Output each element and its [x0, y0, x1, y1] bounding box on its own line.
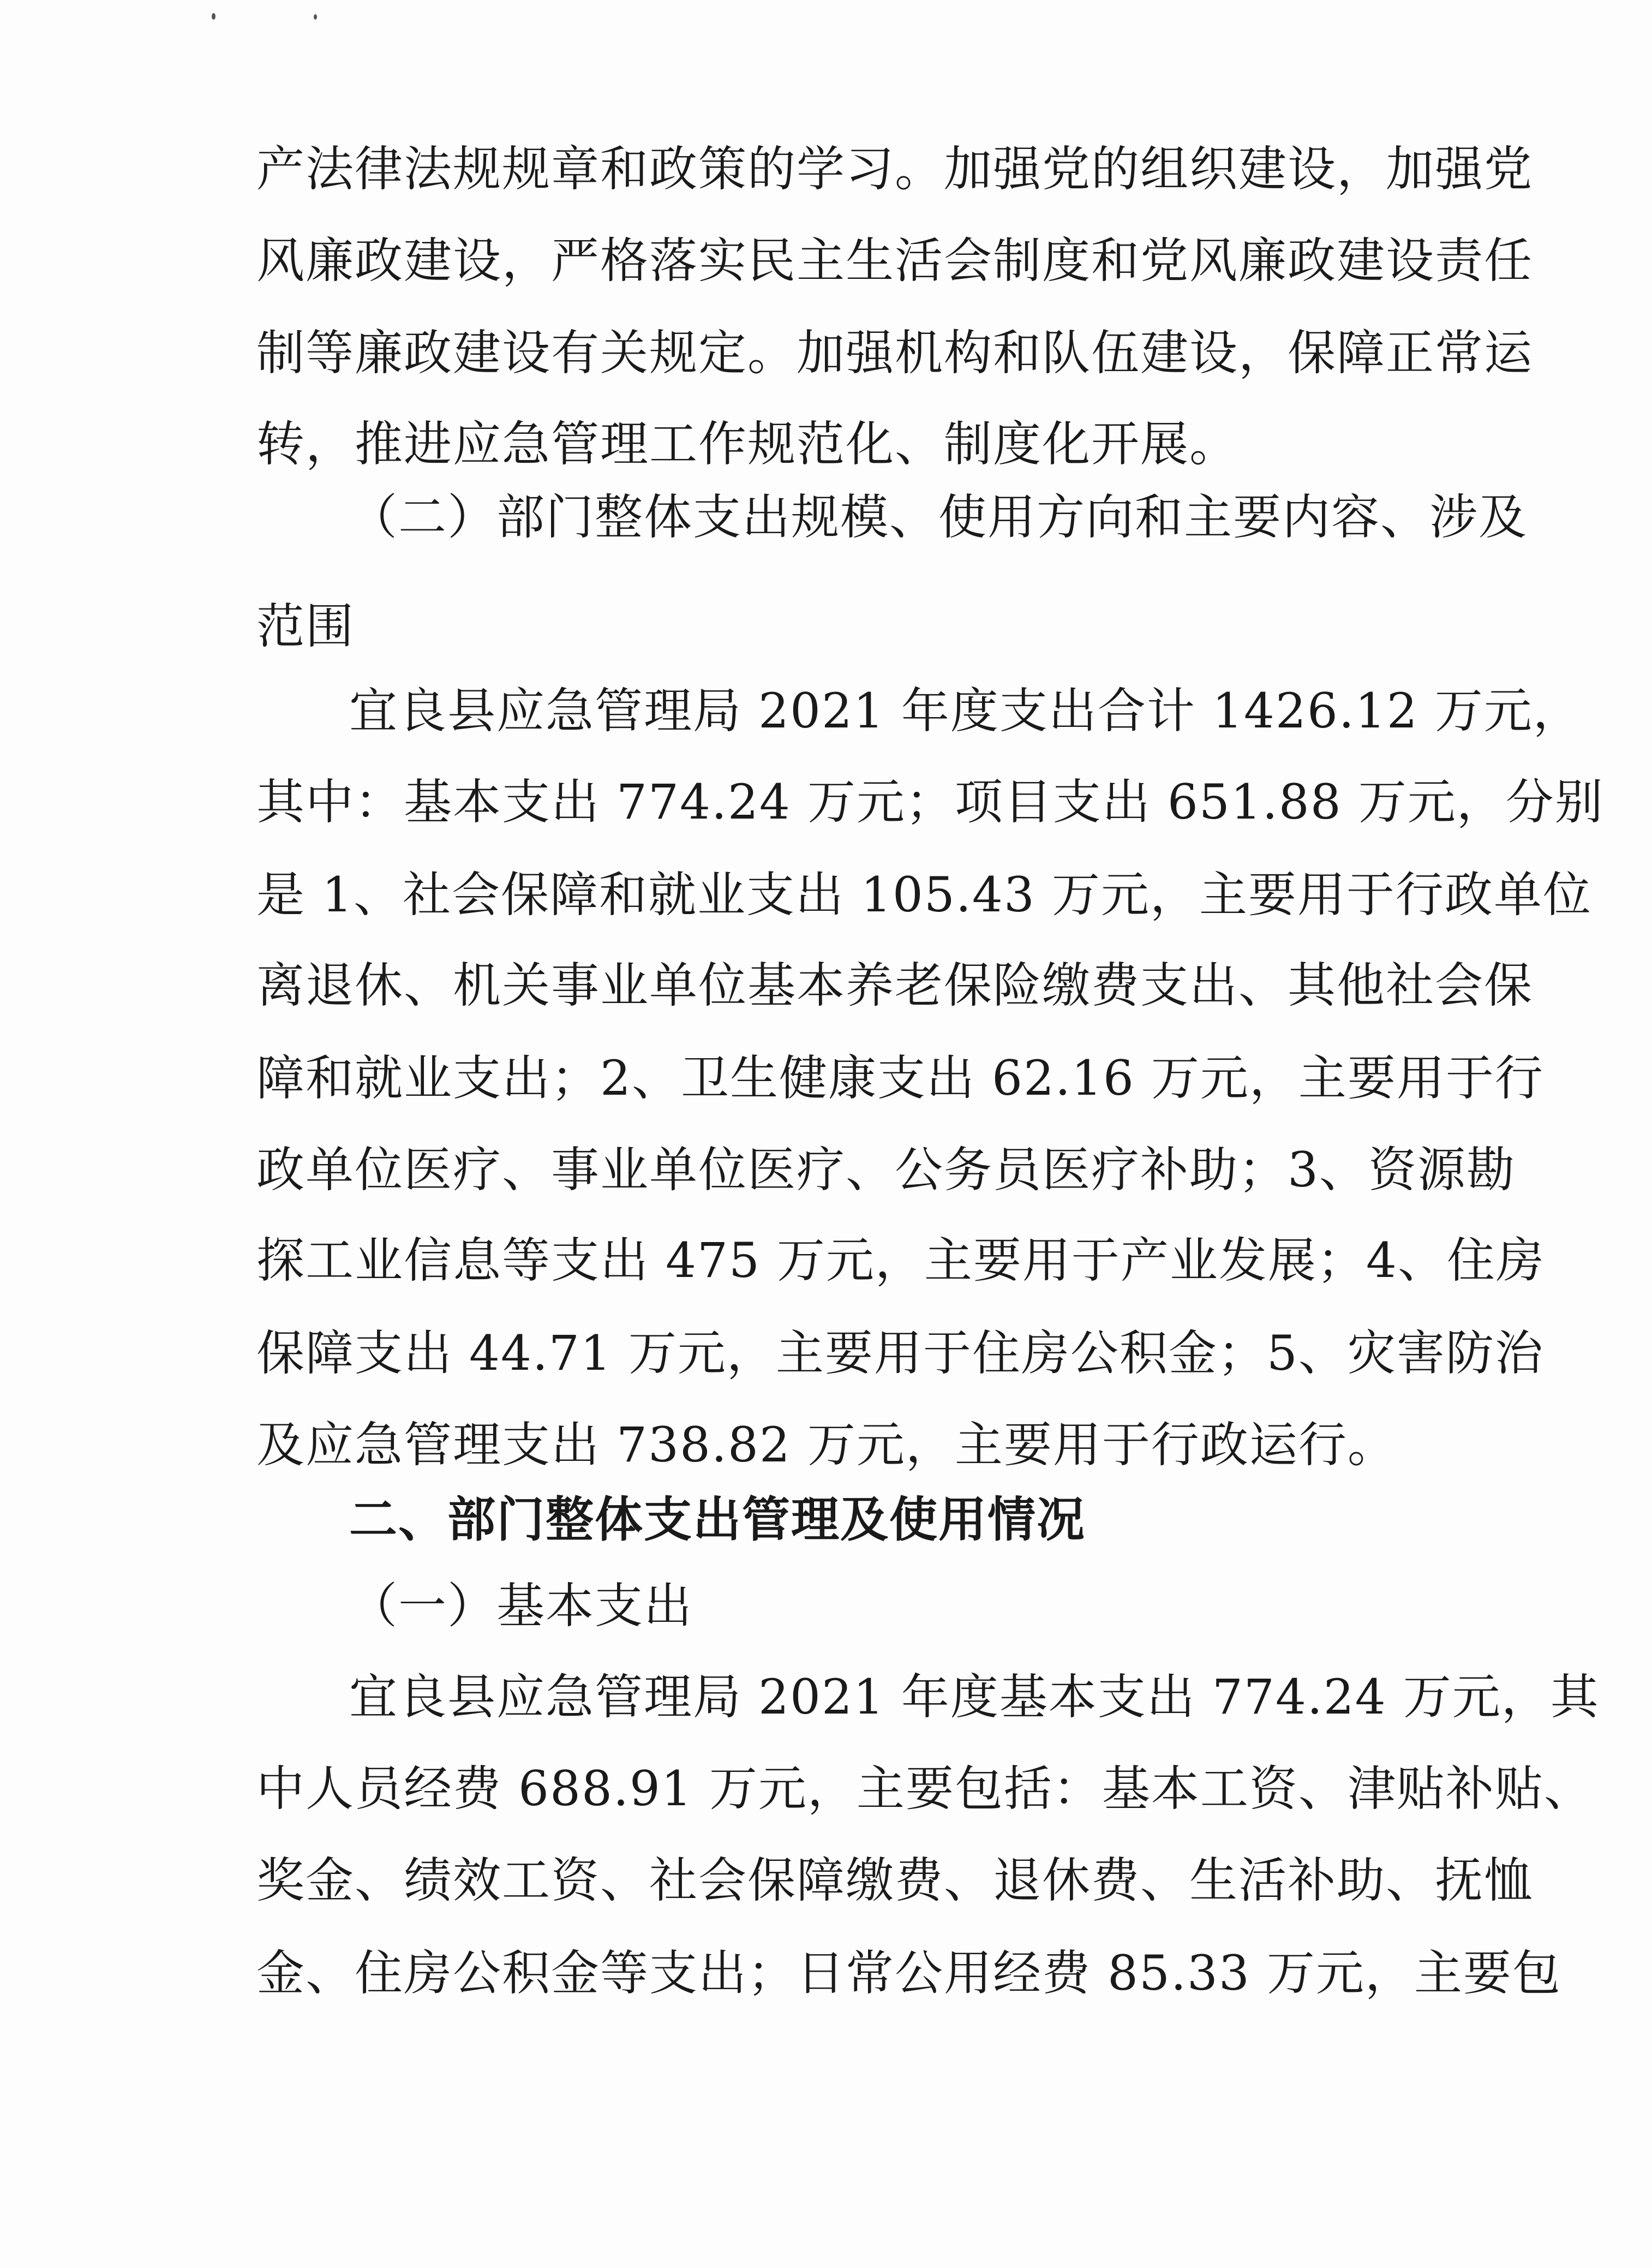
body-text-line: 转，推进应急管理工作规范化、制度化开展。 [256, 416, 1239, 472]
section-subheading: （二）部门整体支出规模、使用方向和主要内容、涉及 [349, 489, 1528, 545]
body-text-line: 政单位医疗、事业单位医疗、公务员医疗补助；3、资源勘 [256, 1142, 1516, 1198]
scan-speck [212, 13, 216, 20]
scan-speck [314, 14, 317, 20]
body-text-line: 金、住房公积金等支出；日常公用经费 85.33 万元，主要包 [256, 1945, 1561, 2001]
body-text-line: 宜良县应急管理局 2021 年度支出合计 1426.12 万元， [349, 683, 1582, 739]
body-text-line: 风廉政建设，严格落实民主生活会制度和党风廉政建设责任 [256, 232, 1534, 289]
body-text-line: 中人员经费 688.91 万元，主要包括：基本工资、津贴补贴、 [256, 1760, 1593, 1817]
body-text-line: 是 1、社会保障和就业支出 105.43 万元，主要用于行政单位 [256, 867, 1592, 923]
body-text-line: 奖金、绩效工资、社会保障缴费、退休费、生活补助、抚恤 [256, 1852, 1534, 1908]
body-text-line: 宜良县应急管理局 2021 年度基本支出 774.24 万元，其 [349, 1669, 1600, 1725]
body-text-line: 产法律法规规章和政策的学习。加强党的组织建设，加强党 [256, 141, 1534, 197]
body-text-line: 其中：基本支出 774.24 万元；项目支出 651.88 万元，分别 [256, 774, 1604, 830]
body-text-line: 制等廉政建设有关规定。加强机构和队伍建设，保障正常运 [256, 325, 1534, 381]
body-text-line: 探工业信息等支出 475 万元，主要用于产业发展；4、住房 [256, 1232, 1545, 1288]
section-subheading: （一）基本支出 [349, 1578, 693, 1634]
body-text-line: 及应急管理支出 738.82 万元，主要用于行政运行。 [256, 1417, 1397, 1473]
body-text-line: 保障支出 44.71 万元，主要用于住房公积金；5、灾害防治 [256, 1325, 1544, 1381]
body-text-line: 障和就业支出；2、卫生健康支出 62.16 万元，主要用于行 [256, 1050, 1544, 1106]
section-subheading-continued: 范围 [256, 598, 355, 654]
body-text-line: 离退休、机关事业单位基本养老保险缴费支出、其他社会保 [256, 957, 1534, 1013]
section-heading: 二、部门整体支出管理及使用情况 [349, 1491, 1086, 1548]
